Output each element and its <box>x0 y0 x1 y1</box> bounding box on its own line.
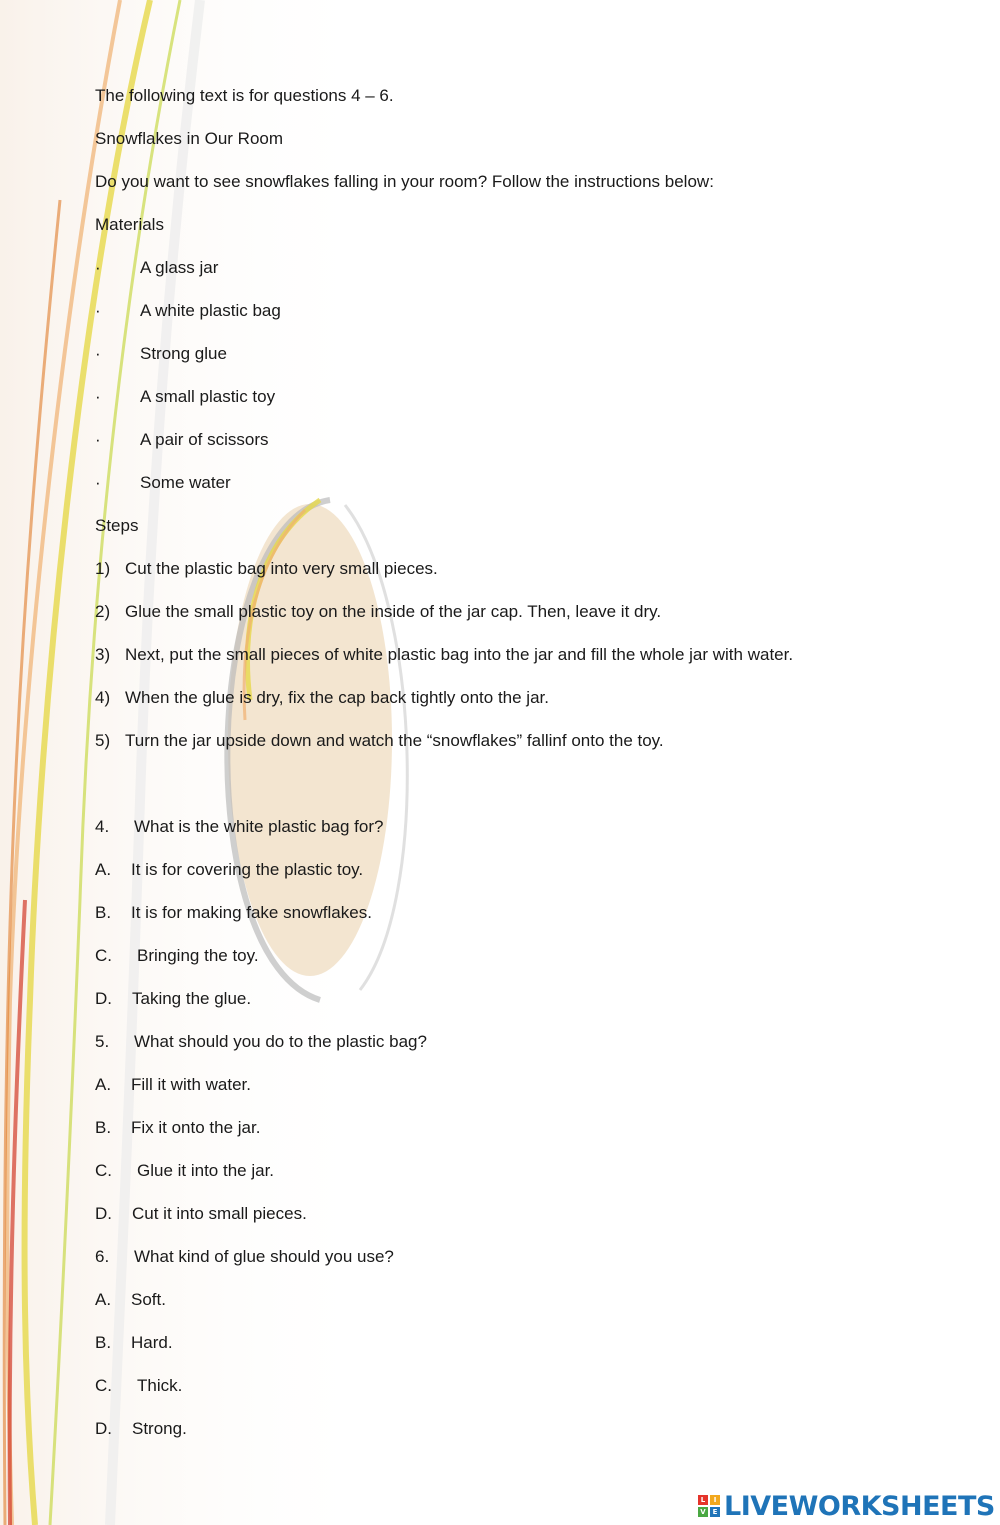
option-text: Taking the glue. <box>132 989 252 1008</box>
option-letter: C. <box>95 1376 112 1395</box>
logo-mark-letter: I <box>710 1495 720 1505</box>
option-text: Cut it into small pieces. <box>132 1204 307 1223</box>
step-text: When the glue is dry, fix the cap back tightly onto the jar. <box>125 688 549 707</box>
question-number: 6. <box>95 1247 110 1266</box>
step-number: 3) <box>95 645 111 664</box>
intro-text: The following text is for questions 4 – 6. <box>95 86 394 105</box>
step-item <box>95 731 664 751</box>
step-text: Cut the plastic bag into very small pieces. <box>125 559 438 578</box>
bullet: · <box>95 387 101 406</box>
material-item: A small plastic toy <box>140 387 276 406</box>
option-text: It is for covering the plastic toy. <box>131 860 364 879</box>
question-stem <box>95 1032 427 1052</box>
question-text: What is the white plastic bag for? <box>134 817 384 836</box>
logo-text: LIVEWORKSHEETS <box>724 1490 995 1522</box>
option-letter: B. <box>95 1333 112 1352</box>
option-text: Soft. <box>131 1290 166 1309</box>
option-letter: B. <box>95 1118 112 1137</box>
answer-option <box>95 946 259 966</box>
option-text: Bringing the toy. <box>137 946 259 965</box>
step-number: 1) <box>95 559 111 578</box>
question-text: What should you do to the plastic bag? <box>134 1032 427 1051</box>
material-item: A glass jar <box>140 258 219 277</box>
logo-mark-letter: L <box>698 1495 708 1505</box>
answer-option <box>95 1290 166 1310</box>
bullet: · <box>95 473 101 492</box>
question-text: What kind of glue should you use? <box>134 1247 394 1266</box>
option-letter: A. <box>95 860 112 879</box>
bullet: · <box>95 301 101 320</box>
material-item: A pair of scissors <box>140 430 269 449</box>
option-letter: C. <box>95 946 112 965</box>
answer-option <box>95 1333 173 1353</box>
question-number: 4. <box>95 817 110 836</box>
question-stem <box>95 1247 394 1267</box>
step-item <box>95 602 661 622</box>
question-number: 5. <box>95 1032 110 1051</box>
option-letter: B. <box>95 903 112 922</box>
answer-option <box>95 1204 307 1224</box>
option-letter: C. <box>95 1161 112 1180</box>
answer-option <box>95 989 251 1009</box>
material-item: A white plastic bag <box>140 301 281 320</box>
materials-heading: Materials <box>95 215 164 234</box>
step-text: Next, put the small pieces of white plastic bag into the jar and fill the whole jar with water. <box>125 645 794 664</box>
question-stem <box>95 817 383 837</box>
option-letter: A. <box>95 1075 112 1094</box>
option-text: Fix it onto the jar. <box>131 1118 261 1137</box>
liveworksheets-logo[interactable] <box>698 1488 995 1524</box>
answer-option <box>95 1075 251 1095</box>
answer-option <box>95 1419 187 1439</box>
answer-option <box>95 1118 260 1138</box>
option-letter: D. <box>95 989 112 1008</box>
bullet: · <box>95 344 101 363</box>
bullet: · <box>95 430 101 449</box>
option-text: Glue it into the jar. <box>137 1161 275 1180</box>
passage-title: Snowflakes in Our Room <box>95 129 284 148</box>
option-letter: D. <box>95 1419 112 1438</box>
logo-mark-letter: V <box>698 1507 708 1517</box>
answer-option <box>95 1376 182 1396</box>
material-item: Some water <box>140 473 231 492</box>
material-item: Strong glue <box>140 344 227 363</box>
step-text: Turn the jar upside down and watch the “snowflakes” fallinf onto the toy. <box>125 731 664 750</box>
step-item <box>95 688 549 708</box>
answer-option <box>95 860 363 880</box>
option-text: It is for making fake snowflakes. <box>131 903 372 922</box>
bullet: · <box>95 258 101 277</box>
option-letter: D. <box>95 1204 112 1223</box>
steps-heading: Steps <box>95 516 139 535</box>
step-text: Glue the small plastic toy on the inside of the jar cap. Then, leave it dry. <box>125 602 662 621</box>
step-number: 5) <box>95 731 111 750</box>
answer-option <box>95 1161 274 1181</box>
option-text: Fill it with water. <box>131 1075 251 1094</box>
logo-mark-letter: E <box>710 1507 720 1517</box>
answer-option <box>95 903 372 923</box>
step-item <box>95 559 438 579</box>
step-item <box>95 645 793 665</box>
step-number: 2) <box>95 602 111 621</box>
option-letter: A. <box>95 1290 112 1309</box>
passage-prompt: Do you want to see snowflakes falling in your room? Follow the instructions below: <box>95 172 714 191</box>
option-text: Hard. <box>131 1333 173 1352</box>
step-number: 4) <box>95 688 111 707</box>
option-text: Strong. <box>132 1419 187 1438</box>
logo-mark-icon <box>698 1495 720 1517</box>
option-text: Thick. <box>137 1376 183 1395</box>
